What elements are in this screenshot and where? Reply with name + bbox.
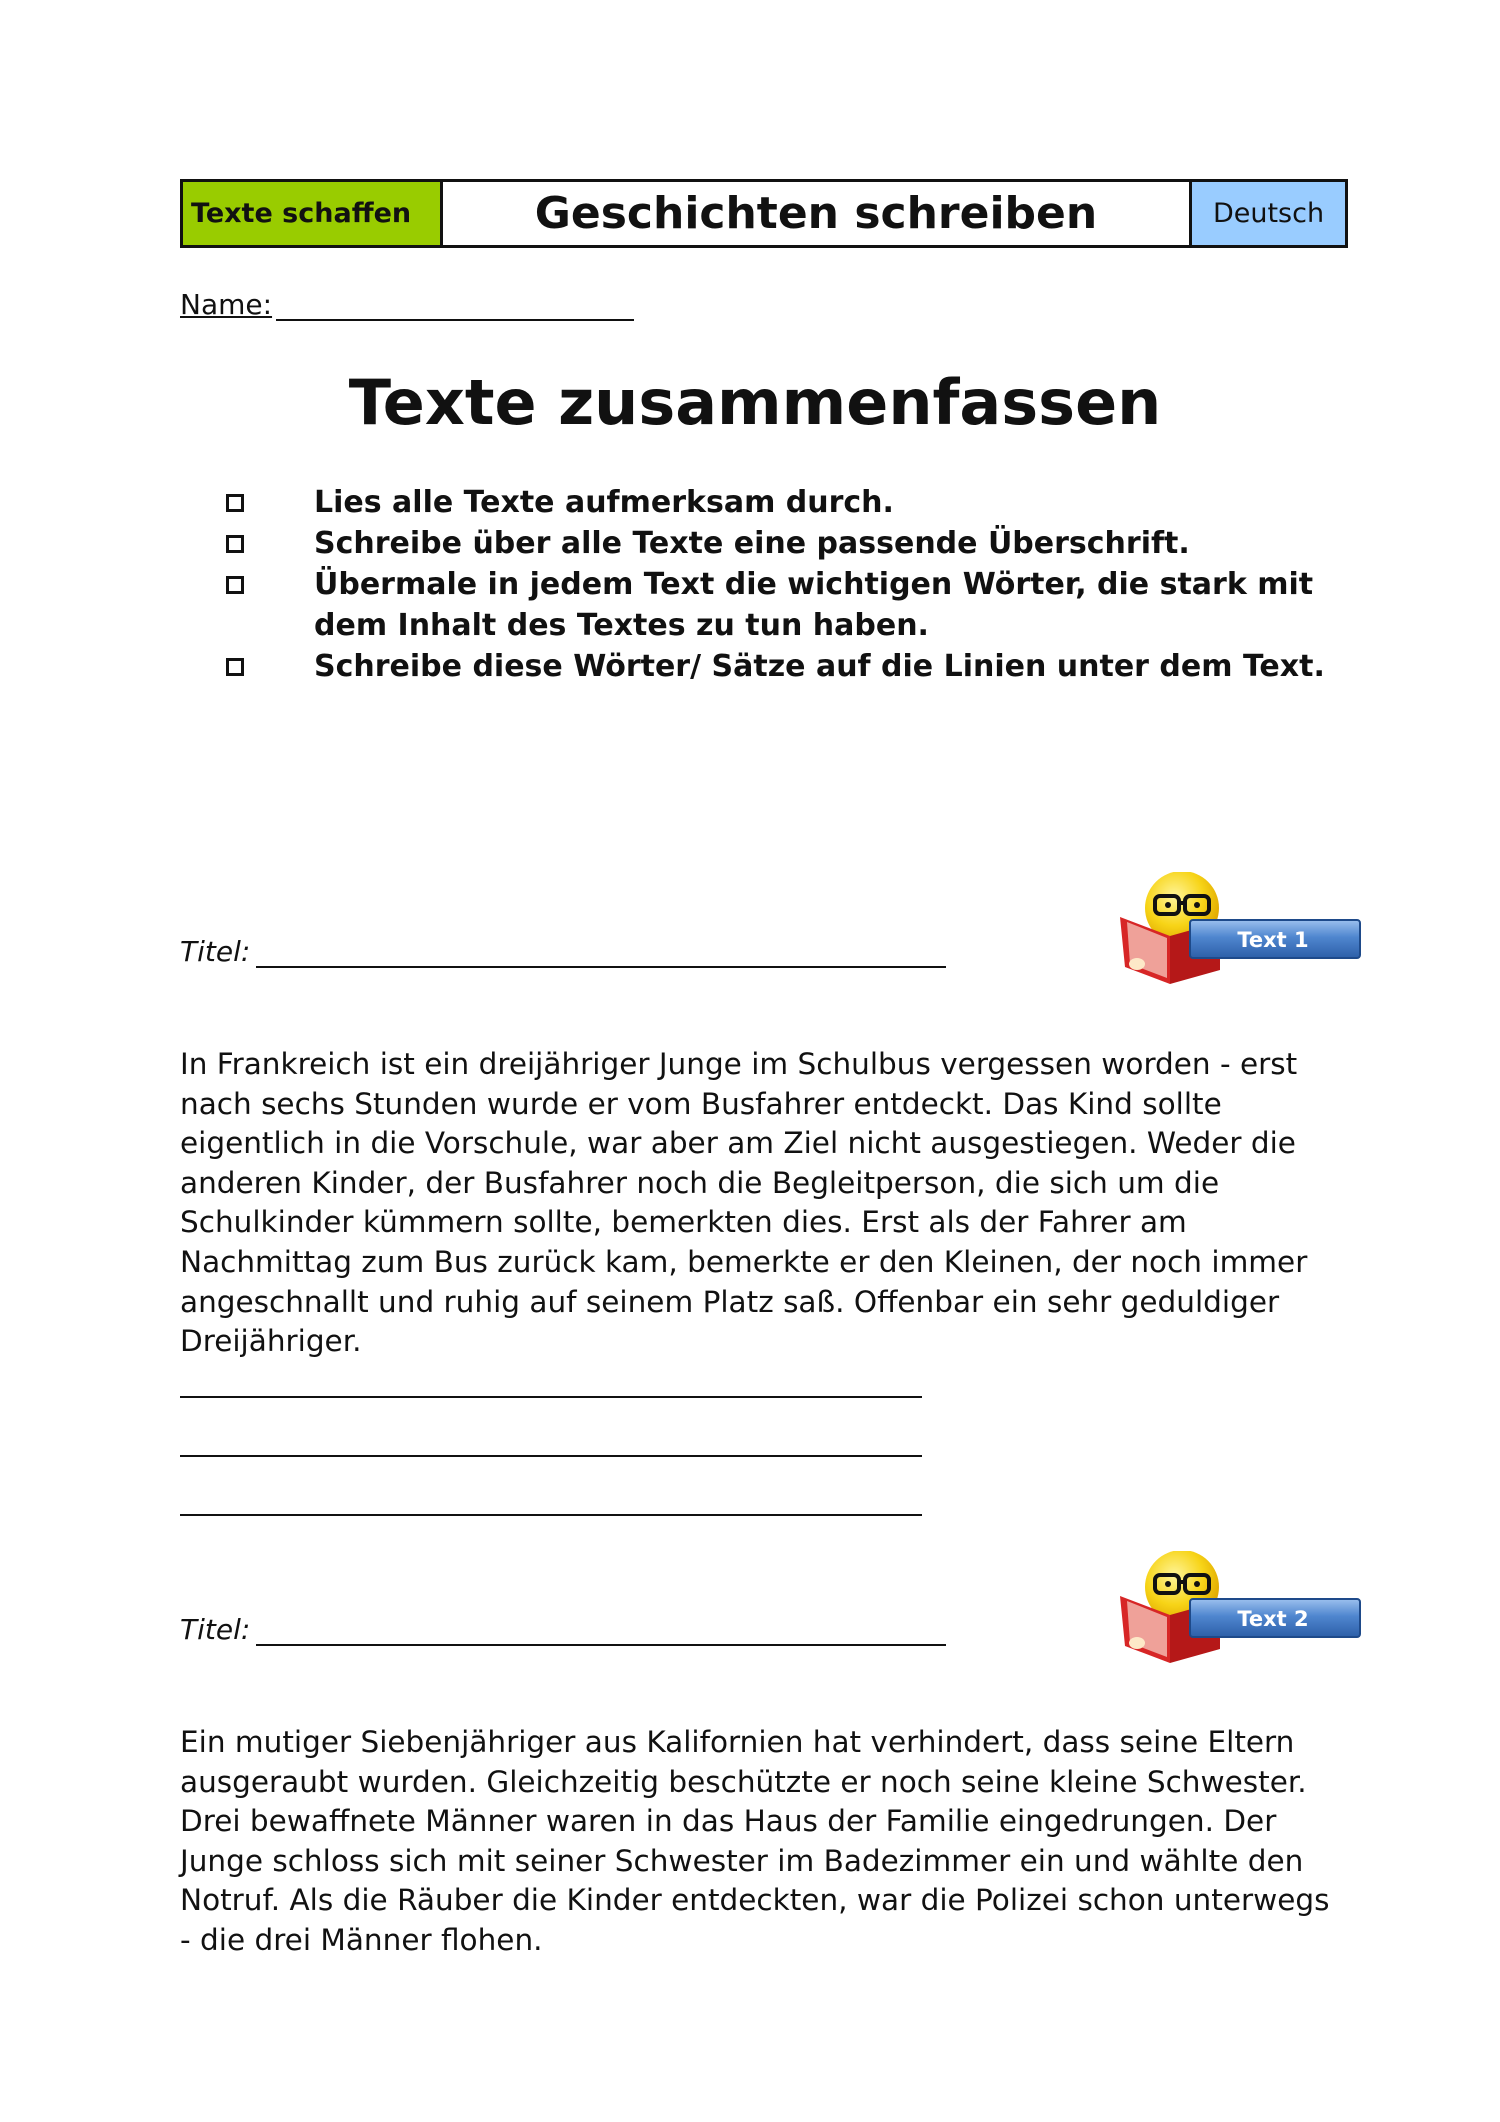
task-text: Schreibe diese Wörter/ Sätze auf die Linien unter dem Text. bbox=[314, 649, 1325, 684]
story-text-2: Ein mutiger Siebenjähriger aus Kalifornien hat verhindert, dass seine Eltern ausgeraubt wurden. Gleichzeitig beschützte er noch seine kleine Schwester. Drei bewaffnete Männer waren in das Haus der Familie eingedrungen. Der Junge schloss sich mit seiner Schwester im Badezimmer ein und wählte den Notruf. Als die Räuber die Kinder entdeckten, war die Polizei schon unterwegs - die drei Männer flohen. bbox=[180, 1725, 1330, 1957]
header-title: Geschichten schreiben bbox=[443, 182, 1192, 245]
story-text-1: In Frankreich ist ein dreijähriger Junge im Schulbus vergessen worden - erst nach sechs Stunden wurde er vom Busfahrer entdeckt. Das Kind sollte eigentlich in die Vorschule, war aber am Ziel nicht ausgestiegen. Weder die anderen Kinder, der Busfahrer noch die Begleitperson, die sich um die Schulkinder kümmern sollte, bemerkten dies. Erst als der Fahrer am Nachmittag zum Bus zurück kam, bemerkte er den Kleinen, der noch immer angeschnallt und ruhig auf seinem Platz saß. Offenbar ein sehr geduldiger Dreijähriger. bbox=[180, 1047, 1308, 1359]
titel-label: Titel: bbox=[180, 935, 251, 968]
worksheet-header bbox=[180, 179, 1348, 248]
page-title bbox=[0, 366, 1500, 439]
name-input-line[interactable] bbox=[276, 289, 634, 321]
answer-line[interactable] bbox=[180, 1396, 922, 1398]
task-item bbox=[224, 646, 1344, 687]
name-label: Name: bbox=[180, 288, 273, 321]
text-badge-2 bbox=[1115, 1551, 1365, 1669]
titel-field-1 bbox=[180, 935, 946, 968]
task-text: Schreibe über alle Texte eine passende Überschrift. bbox=[314, 526, 1190, 561]
checkbox-icon[interactable] bbox=[226, 494, 244, 512]
titel-label: Titel: bbox=[180, 1613, 251, 1646]
answer-line[interactable] bbox=[180, 1455, 922, 1457]
answer-line[interactable] bbox=[180, 1514, 922, 1516]
name-field bbox=[180, 288, 634, 321]
task-list bbox=[224, 482, 1344, 687]
subject-label: Deutsch bbox=[1192, 182, 1345, 245]
titel-input-line[interactable] bbox=[256, 938, 946, 968]
badge-label: Text 1 bbox=[1237, 928, 1309, 952]
badge-label: Text 2 bbox=[1237, 1607, 1309, 1631]
category-label: Texte schaffen bbox=[183, 182, 443, 245]
task-text: Lies alle Texte aufmerksam durch. bbox=[314, 485, 894, 520]
checkbox-icon[interactable] bbox=[226, 535, 244, 553]
checkbox-icon[interactable] bbox=[226, 576, 244, 594]
task-text: Übermale in jedem Text die wichtigen Wörter, die stark mit dem Inhalt des Textes zu tun haben. bbox=[314, 567, 1314, 643]
text-badge-1 bbox=[1115, 872, 1365, 990]
reading-smiley-icon bbox=[1115, 872, 1365, 990]
task-item bbox=[224, 482, 1344, 523]
reading-smiley-icon bbox=[1115, 1551, 1365, 1669]
page-title-text: Texte zusammenfassen bbox=[348, 366, 1162, 439]
task-item bbox=[224, 523, 1344, 564]
titel-field-2 bbox=[180, 1613, 946, 1646]
checkbox-icon[interactable] bbox=[226, 658, 244, 676]
titel-input-line[interactable] bbox=[256, 1616, 946, 1646]
task-item bbox=[224, 564, 1344, 646]
